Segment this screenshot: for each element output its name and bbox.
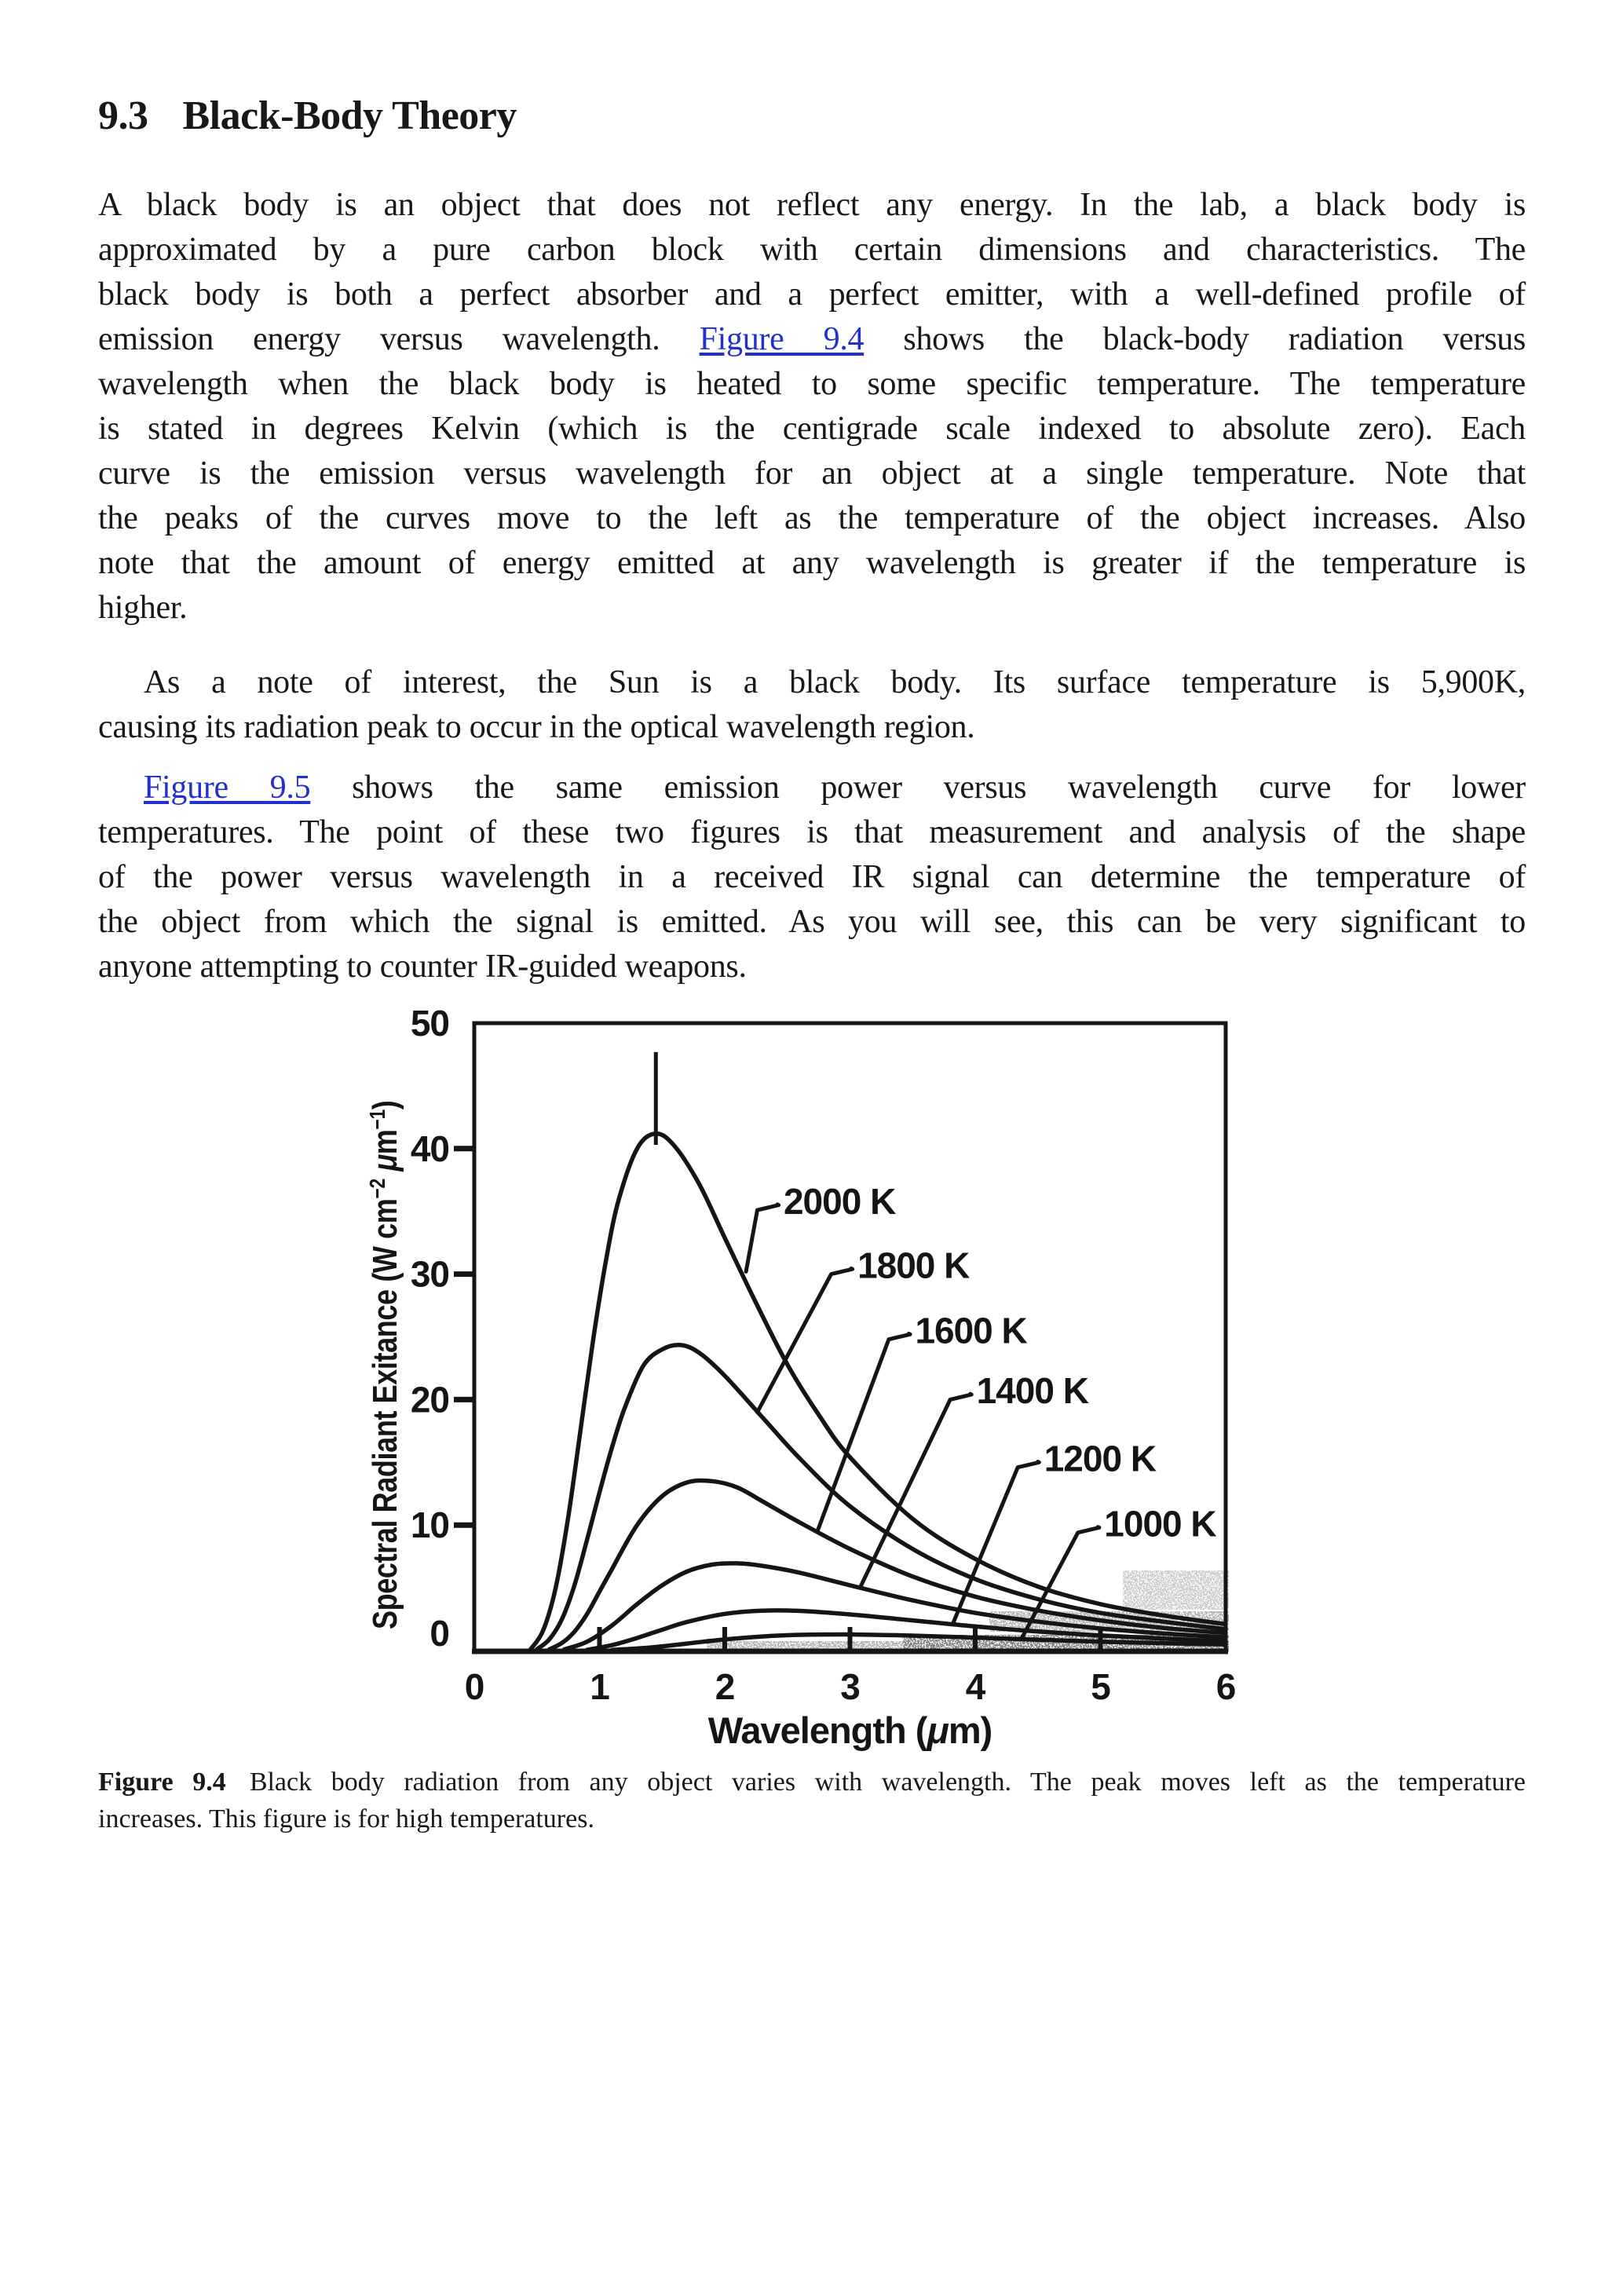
curve-label-leader — [746, 1205, 779, 1272]
curve-label: 1400 K — [976, 1370, 1088, 1412]
body-line — [98, 407, 1526, 452]
body-line — [98, 900, 1526, 945]
y-tick-label: 20 — [410, 1379, 449, 1420]
body-line — [98, 317, 1526, 362]
body-line-text: wavelength when the black body is heated to some specific temperature. The temperature — [98, 366, 1526, 402]
body-line-text: higher. — [98, 590, 188, 626]
x-tick-label: 5 — [1091, 1666, 1110, 1707]
body-line-text: note that the amount of energy emitted at any wavelength is greater if the temperature is — [98, 545, 1526, 581]
body-line-text: anyone attempting to counter IR-guided weapons. — [98, 949, 747, 985]
body-line — [98, 586, 1526, 631]
body-line — [98, 541, 1526, 586]
curve-label: 1600 K — [915, 1310, 1027, 1351]
curve-label-leader — [860, 1394, 971, 1588]
figure-link[interactable]: Figure 9.4 — [699, 321, 865, 357]
paragraph — [98, 660, 1526, 750]
caption-label: Figure 9.4 — [98, 1768, 226, 1797]
body-line-text: the object from which the signal is emitted. As you will see, this can be very significant to — [98, 904, 1526, 940]
x-tick-label: 3 — [840, 1666, 860, 1707]
x-tick-label: 1 — [590, 1666, 609, 1707]
scan-noise — [1123, 1570, 1229, 1610]
y-tick-label: 30 — [410, 1253, 449, 1295]
body-line-text: curve is the emission versus wavelength for an object at a single temperature. Note that — [98, 455, 1526, 492]
body-line — [98, 183, 1526, 228]
body-line-text: of the power versus wavelength in a received IR signal can determine the temperature of — [98, 859, 1526, 895]
body-line — [98, 810, 1526, 855]
body-line — [98, 272, 1526, 317]
body-line-text: A black body is an object that does not reflect any energy. In the lab, a black body is — [98, 187, 1526, 223]
caption-text: Black body radiation from any object varies with wavelength. The peak moves left as the temperature — [249, 1768, 1526, 1797]
y-tick-label: 10 — [410, 1504, 449, 1546]
x-axis-label: Wavelength (μm) — [707, 1709, 992, 1751]
body-line-text: temperatures. The point of these two figures is that measurement and analysis of the shape — [98, 814, 1526, 850]
x-tick-label: 0 — [464, 1666, 484, 1707]
x-tick-label: 6 — [1215, 1666, 1236, 1707]
body-line-text: As a note of interest, the Sun is a black body. Its surface temperature is 5,900K, — [144, 664, 1526, 700]
body-line — [98, 945, 1526, 989]
body-line-text: causing its radiation peak to occur in the optical wavelength region. — [98, 709, 975, 745]
caption-line-1 — [98, 1764, 1526, 1801]
body-line-text: shows the same emission power versus wavelength curve for lower — [310, 770, 1526, 806]
body-line-text: the peaks of the curves move to the left as the temperature of the object increases. Also — [98, 500, 1526, 536]
y-tick-label: 50 — [410, 1003, 449, 1044]
body-line — [98, 705, 1526, 750]
curve-label: 1800 K — [857, 1245, 970, 1286]
caption-line-2: increases. This figure is for high temperatures. — [98, 1804, 594, 1834]
body-line-text: is stated in degrees Kelvin (which is the centigrade scale indexed to absolute zero). Each — [98, 411, 1526, 447]
y-tick-label: 0 — [430, 1613, 449, 1654]
curve-label: 1000 K — [1104, 1503, 1216, 1545]
body-line — [98, 228, 1526, 272]
x-tick-label: 2 — [715, 1666, 735, 1707]
body-line-text: emission energy versus wavelength. — [98, 321, 700, 357]
chart-frame — [474, 1023, 1226, 1651]
paragraph — [98, 766, 1526, 989]
y-tick-label: 40 — [410, 1128, 449, 1169]
section-heading — [98, 93, 517, 139]
figure-caption — [98, 1764, 1526, 1837]
body-line — [98, 766, 1526, 810]
curve-label: 2000 K — [783, 1180, 896, 1222]
body-line — [98, 452, 1526, 496]
body-line-text: black body is both a perfect absorber and a perfect emitter, with a well-defined profile of — [98, 276, 1526, 313]
x-tick-label: 4 — [965, 1666, 985, 1707]
blackbody-chart — [298, 985, 1351, 1763]
paragraph — [98, 183, 1526, 631]
figure-link[interactable]: Figure 9.5 — [144, 770, 311, 806]
body-line — [98, 496, 1526, 541]
body-line — [98, 362, 1526, 407]
body-line — [98, 855, 1526, 900]
section-title: Black-Body Theory — [182, 93, 517, 138]
curve-label: 1200 K — [1044, 1438, 1157, 1479]
section-number: 9.3 — [98, 93, 148, 138]
body-line-text: approximated by a pure carbon block with certain dimensions and characteristics. The — [98, 232, 1526, 268]
body-line — [98, 660, 1526, 705]
y-axis-label: Spectral Radiant Exitance (W $cm^{-2}$ $\mu m^{-1}$) — [365, 1100, 404, 1629]
body-line-text: shows the black-body radiation versus — [864, 321, 1526, 357]
